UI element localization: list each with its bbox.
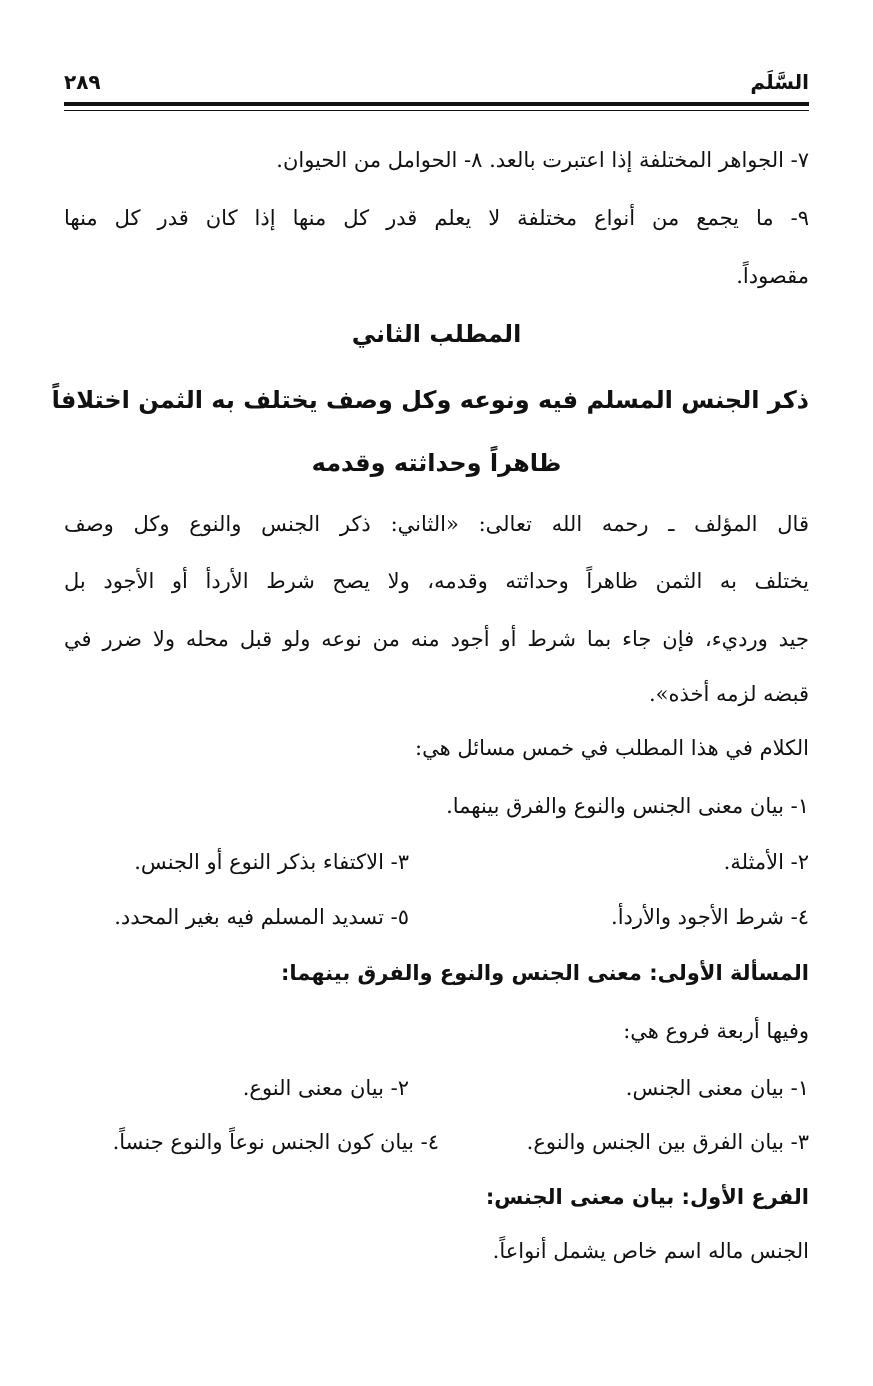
page-number: ٢٨٩ xyxy=(64,70,101,94)
branch-item-1: ١- بيان معنى الجنس. xyxy=(625,1076,809,1100)
section-subtitle-line-1: ذكر الجنس المسلم فيه ونوعه وكل وصف يختلف به الثمن اختلافاً xyxy=(51,386,809,414)
quote-line-3: جيد ورديء، فإن جاء بما شرط أو أجود منه من نوعه ولو قبل محله ولا ضرر في xyxy=(64,627,809,651)
issue-item-2: ٢- الأمثلة. xyxy=(723,850,809,874)
first-branch-title: الفرع الأول: بيان معنى الجنس: xyxy=(485,1185,809,1209)
issues-row-2-3 xyxy=(64,847,809,877)
header-rule-thin xyxy=(64,110,809,111)
section-subtitle-line-2: ظاهراً وحداثته وقدمه xyxy=(311,449,562,477)
list-item-9: ٩- ما يجمع من أنواع مختلفة لا يعلم قدر كل منها إذا كان قدر كل منها xyxy=(64,206,809,230)
issue-item-4: ٤- شرط الأجود والأردأ. xyxy=(611,905,809,929)
branch-item-3: ٣- بيان الفرق بين الجنس والنوع. xyxy=(526,1130,809,1154)
issue-item-3: ٣- الاكتفاء بذكر النوع أو الجنس. xyxy=(134,850,409,874)
header-rule-thick xyxy=(64,102,809,106)
branches-row-1-2 xyxy=(64,1073,809,1103)
first-issue-intro: وفيها أربعة فروع هي: xyxy=(623,1019,809,1043)
issues-row-4-5 xyxy=(64,902,809,932)
first-branch-text: الجنس ماله اسم خاص يشمل أنواعاً. xyxy=(492,1239,809,1263)
issues-intro: الكلام في هذا المطلب في خمس مسائل هي: xyxy=(415,736,809,760)
quote-line-4: قبضه لزمه أخذه». xyxy=(648,682,809,706)
quote-line-1: قال المؤلف ـ رحمه الله تعالى: «الثاني: ذكر الجنس والنوع وكل وصف xyxy=(64,512,809,536)
branches-row-3-4 xyxy=(64,1127,809,1157)
branch-item-4: ٤- بيان كون الجنس نوعاً والنوع جنساً. xyxy=(112,1130,439,1154)
section-title: المطلب الثاني xyxy=(351,320,522,348)
issue-item-5: ٥- تسديد المسلم فيه بغير المحدد. xyxy=(114,905,409,929)
list-item-7-8: ٧- الجواهر المختلفة إذا اعتبرت بالعد. ٨- الحوامل من الحيوان. xyxy=(276,148,809,172)
issue-item-1: ١- بيان معنى الجنس والنوع والفرق بينهما. xyxy=(446,794,809,818)
list-item-9-end: مقصوداً. xyxy=(736,264,809,288)
page-header xyxy=(64,66,809,100)
quote-line-2: يختلف به الثمن ظاهراً وحداثته وقدمه، ولا يصح شرط الأردأ أو الأجود بل xyxy=(64,569,809,593)
running-title: السَّلَم xyxy=(750,70,809,94)
branch-item-2: ٢- بيان معنى النوع. xyxy=(242,1076,409,1100)
first-issue-title: المسألة الأولى: معنى الجنس والنوع والفرق بينهما: xyxy=(280,961,809,985)
